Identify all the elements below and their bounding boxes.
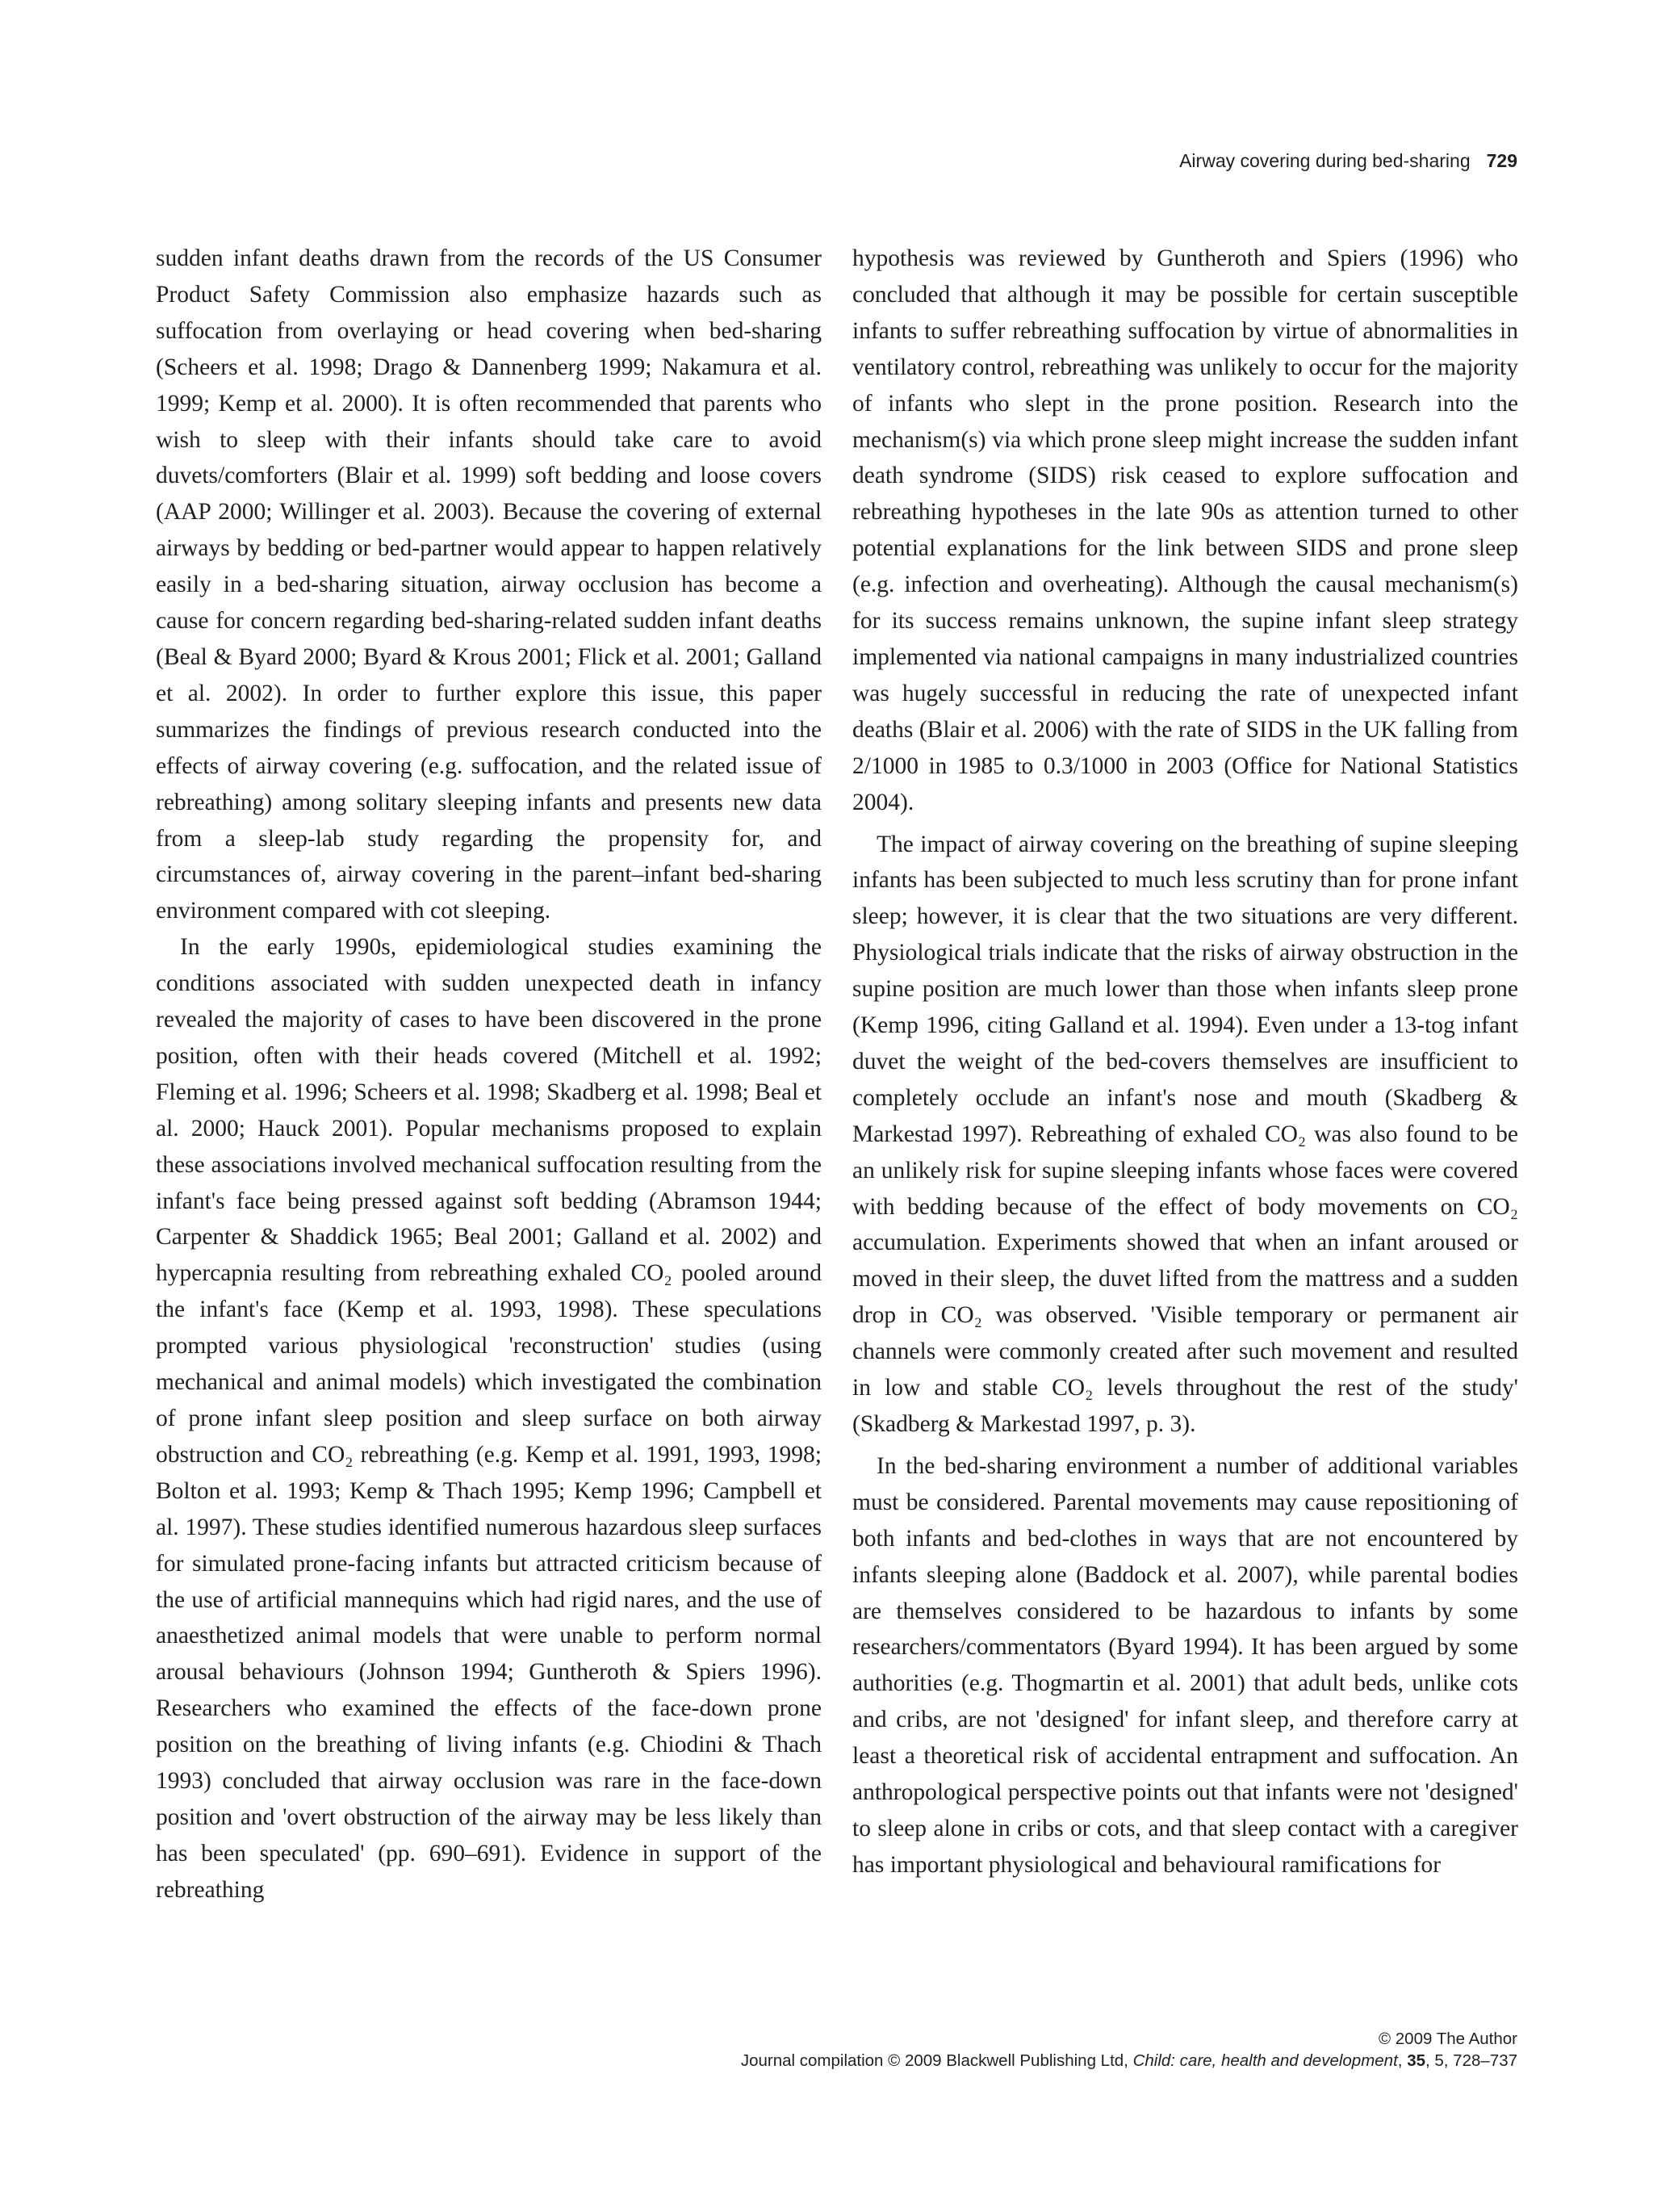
left-column [156,241,822,1908]
issue-pages: , 5, 728–737 [1425,2051,1517,2070]
body-paragraph: In the bed-sharing environment a number of additional variables must be considered. Parental movements may cause repositioning of both infants and bed-clothes in ways that are not encountered by infants sleeping alone (Baddock et al. 2007), while parental bodies are themselves considered to be hazardous to infants by some researchers/commentators (Byard 1994). It has been argued by some authorities (e.g. Thogmartin et al. 2001) that adult beds, unlike cots and cribs, are not 'designed' for infant sleep, and therefore carry at least a theoretical risk of accidental entrapment and suffocation. An anthropological perspective points out that infants were not 'designed' to sleep alone in cribs or cots, and that sleep contact with a caregiver has important physiological and behavioural ramifications for [852,1452,1518,1878]
compilation-prefix: Journal compilation © 2009 Blackwell Publishing Ltd, [740,2051,1133,2070]
body-paragraph: The impact of airway covering on the breathing of supine sleeping infants has been subjected to much less scrutiny than for prone infant sleep; however, it is clear that the two situations are very different. Physiological trials indicate that the risks of airway obstruction in the supine position are much lower than those when infants sleep prone (Kemp 1996, citing Galland et al. 1994). Even under a 13-tog infant duvet the weight of the bed-covers themselves are insufficient to completely occlude an infant's nose and mouth (Skadberg & Markestad 1997). Rebreathing of exhaled CO₂ was also found to be an unlikely risk for supine sleeping infants whose faces were covered with bedding because of the effect of body movements on CO₂ accumulation. Experiments showed that when an infant aroused or moved in their sleep, the duvet lifted from the mattress and a sudden drop in CO₂ was observed. 'Visible temporary or permanent air channels were commonly created after such movement and resulted in low and stable CO₂ levels throughout the rest of the study' (Skadberg & Markestad 1997, p. 3). [852,831,1518,1437]
volume-number: 35 [1407,2051,1425,2070]
right-column [852,241,1518,1883]
page-number: 729 [1486,150,1517,171]
journal-title: Child: care, health and development [1132,2051,1398,2070]
body-paragraph: In the early 1990s, epidemiological studies examining the conditions associated with sudden unexpected death in infancy revealed the majority of cases to have been discovered in the prone position, often with their heads covered (Mitchell et al. 1992; Fleming et al. 1996; Scheers et al. 1998; Skadberg et al. 1998; Beal et al. 2000; Hauck 2001). Popular mechanisms proposed to explain these associations involved mechanical suffocation resulting from the infant's face being pressed against soft bedding (Abramson 1944; Carpenter & Shaddick 1965; Beal 2001; Galland et al. 2002) and hypercapnia resulting from rebreathing exhaled CO₂ pooled around the infant's face (Kemp et al. 1993, 1998). These speculations prompted various physiological 'reconstruction' studies (using mechanical and animal models) which investigated the combination of prone infant sleep position and sleep surface on both airway obstruction and CO₂ rebreathing (e.g. Kemp et al. 1991, 1993, 1998; Bolton et al. 1993; Kemp & Thach 1995; Kemp 1996; Campbell et al. 1997). These studies identified numerous hazardous sleep surfaces for simulated prone-facing infants but attracted criticism because of the use of artificial mannequins which had rigid nares, and the use of anaesthetized animal models that were unable to perform normal arousal behaviours (Johnson 1994; Guntheroth & Spiers 1996). Researchers who examined the effects of the face-down prone position on the breathing of living infants (e.g. Chiodini & Thach 1993) concluded that airway occlusion was rare in the face-down position and 'overt obstruction of the airway may be less likely than has been speculated' (pp. 690–691). Evidence in support of the rebreathing [156,934,822,1903]
running-head-title: Airway covering during bed-sharing [1179,150,1471,171]
body-paragraph: hypothesis was reviewed by Guntheroth and Spiers (1996) who concluded that although it may be possible for certain susceptible infants to suffer rebreathing suffocation by virtue of abnormalities in ventilatory control, rebreathing was unlikely to occur for the majority of infants who slept in the prone position. Research into the mechanism(s) via which prone sleep might increase the sudden infant death syndrome (SIDS) risk ceased to explore suffocation and rebreathing hypotheses in the late 90s as attention turned to other potential explanations for the link between SIDS and prone sleep (e.g. infection and overheating). Although the causal mechanism(s) for its success remains unknown, the supine infant sleep strategy implemented via national campaigns in many industrialized countries was hugely successful in reducing the rate of unexpected infant deaths (Blair et al. 2006) with the rate of SIDS in the UK falling from 2/1000 in 1985 to 0.3/1000 in 2003 (Office for National Statistics 2004). [852,245,1518,815]
journal-compilation [741,2050,1517,2072]
body-paragraph: sudden infant deaths drawn from the records of the US Consumer Product Safety Commission also emphasize hazards such as suffocation from overlaying or head covering when bed-sharing (Scheers et al. 1998; Drago & Dannenberg 1999; Nakamura et al. 1999; Kemp et al. 2000). It is often recommended that parents who wish to sleep with their infants should take care to avoid duvets/comforters (Blair et al. 1999) soft bedding and loose covers (AAP 2000; Willinger et al. 2003). Because the covering of external airways by bedding or bed-partner would appear to happen relatively easily in a bed-sharing situation, airway occlusion has become a cause for concern regarding bed-sharing-related sudden infant deaths (Beal & Byard 2000; Byard & Krous 2001; Flick et al. 2001; Galland et al. 2002). In order to further explore this issue, this paper summarizes the findings of previous research conducted into the effects of airway covering (e.g. suffocation, and the related issue of rebreathing) among solitary sleeping infants and presents new data from a sleep-lab study regarding the propensity for, and circumstances of, airway covering in the parent–infant bed-sharing environment compared with cot sleeping. [156,245,822,924]
citation-separator: , [1397,2051,1408,2070]
copyright-author: © 2009 The Author [1378,2030,1517,2048]
page-footer [741,2028,1517,2072]
running-head [1179,150,1517,172]
